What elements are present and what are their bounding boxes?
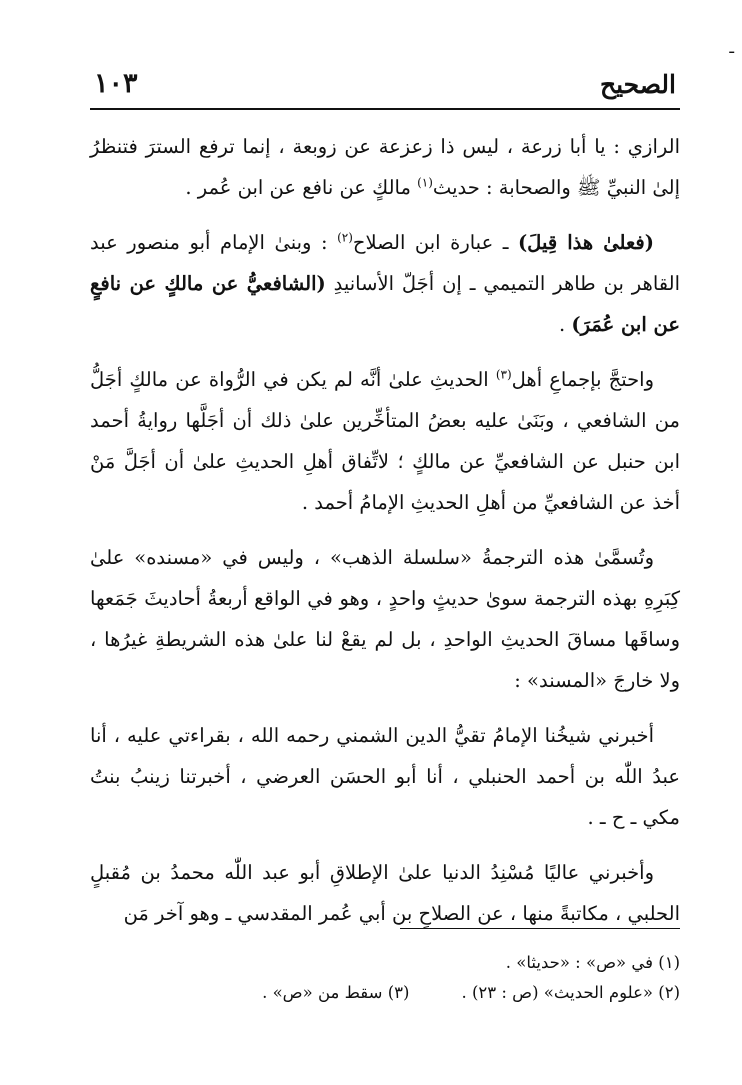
paragraph-1 — [90, 126, 680, 208]
footnote-row — [90, 978, 680, 1008]
page-header — [90, 66, 680, 110]
paragraph-3-text-a: واحتجَّ بإجماعِ أهل — [511, 368, 655, 391]
paragraph-2-text-b: : وبنىٰ الإمام أبو منصور عبد القاهر بن طاهر التميمي ـ إن أجَلّ الأسانيدِ — [90, 231, 680, 295]
footnote-2: (٢) «علوم الحديث» (ص : ٢٣) . — [461, 983, 680, 1002]
paragraph-1-text-b: مالكٍ عن نافع عن ابن عُمر . — [185, 176, 418, 199]
paragraph-2 — [90, 222, 680, 345]
footnote-ref-1[interactable]: (١) — [417, 175, 433, 190]
paragraph-6: وأخبرني عاليًا مُسْنِدُ الدنيا علىٰ الإطلاقِ أبو عبد اللّٰه محمدُ بن مُقبلٍ الحلبي ، مكاتبةً منها ، عن الصلاحِ بن أبي عُمر المقدسي ـ وهو آخر مَن — [90, 861, 680, 925]
paragraph-2-text-a: ـ عبارة ابن الصلاح — [352, 231, 518, 254]
paragraph-3-text-b: الحديثِ علىٰ أنَّه لم يكن في الرُّواة عن مالكٍ أجَلُّ من الشافعي ، وبَنَىٰ عليه بعضُ المتأخِّرين علىٰ ذلك أن أجَلَّها روايةُ أحمد ابن حنبل عن الشافعيِّ عن مالكٍ ؛ لاتِّفاق أهلِ الحديثِ علىٰ أن أجَلَّ مَنْ أخذ عن الشافعيِّ من أهلِ الحديثِ الإمامُ أحمد . — [90, 368, 680, 514]
footnote-1: (١) في «ص» : «حديثا» . — [505, 953, 680, 972]
paragraph-3 — [90, 359, 680, 523]
corner-mark: ـ — [729, 38, 734, 57]
running-title: الصحيح — [599, 70, 676, 99]
footnote-ref-3[interactable]: (٣) — [495, 367, 512, 382]
footnote-divider — [400, 928, 680, 929]
paragraph-1-text-a: الرازي : يا أبا زرعة ، ليس ذا زعزعة عن زوبعة ، إنما ترفع السترَ فتنظرُ إلىٰ النبيِّ ﷺ والصحابة : حديث — [90, 135, 680, 199]
paragraph-5: أخبرني شيخُنا الإمامُ تقيُّ الدين الشمني رحمه الله ، بقراءتي عليه ، أنا عبدُ اللّٰه بن أحمد الحنبلي ، أنا أبو الحسَن العرضي ، أخبرتنا زينبُ بنتُ مكي ـ ح ـ . — [90, 724, 680, 829]
footnote-ref-2[interactable]: (٢) — [337, 230, 353, 245]
page-body — [90, 126, 680, 948]
footnotes — [90, 948, 680, 1008]
paragraph-2-text-c: . — [558, 313, 572, 336]
page-number: ١٠٣ — [94, 68, 138, 99]
footnote-3: (٣) سقط من «ص» . — [262, 983, 410, 1002]
paragraph-4: وتُسمَّىٰ هذه الترجمةُ «سلسلة الذهب» ، وليس في «مسنده» علىٰ كِبَرِهِ بهذه الترجمة سوىٰ حديثٍ واحدٍ ، وهو في الواقع أربعةُ أحاديثَ جَمَعها وساقَها مساقَ الحديثِ الواحدِ ، بل لم يقعْ لنا علىٰ هذه الشريطةِ غيرُها ، ولا خارجَ «المسند» : — [90, 546, 680, 692]
matn-quote-1: (فعلىٰ هذا قِيلَ) — [517, 231, 654, 254]
matn-quote-2: (الشافعيُّ عن مالكٍ عن نافعٍ عن ابن عُمَرَ) — [90, 272, 680, 336]
